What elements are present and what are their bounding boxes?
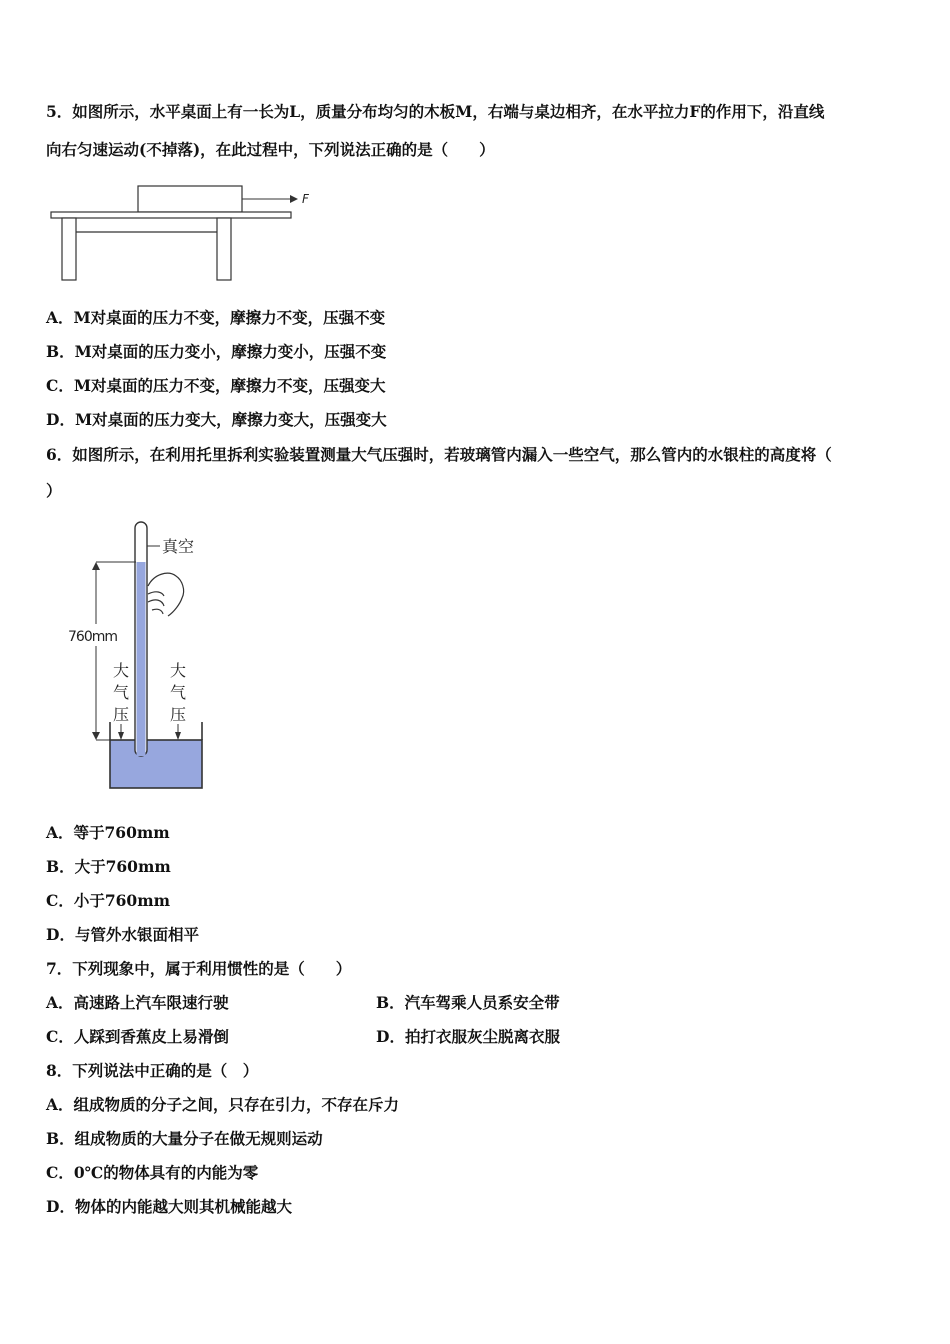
q7-option-c: C．人踩到香蕉皮上易滑倒: [46, 1027, 229, 1046]
q5-option-a: A．M对桌面的压力不变，摩擦力不变，压强不变: [46, 308, 386, 327]
q5-stem-line1: 5．如图所示，水平桌面上有一长为L，质量分布均匀的木板M，右端与桌边相齐，在水平拉力F的作用下，沿直线: [46, 102, 825, 121]
pressure-right-char-2: 气: [170, 683, 187, 702]
q6-option-d: D．与管外水银面相平: [46, 925, 199, 944]
q6-stem-line1: 6．如图所示，在利用托里拆利实验装置测量大气压强时，若玻璃管内漏入一些空气，那么管内的水银柱的高度将（: [46, 445, 832, 464]
mercury-column: [137, 562, 146, 756]
vacuum-label: 真空: [162, 537, 195, 556]
q6-stem-line2: ）: [46, 481, 62, 500]
q7-option-d: D．拍打衣服灰尘脱离衣服: [376, 1027, 560, 1046]
q6-option-b: B．大于760mm: [46, 857, 171, 876]
q5-stem-line2: 向右匀速运动(不掉落)，在此过程中，下列说法正确的是（ ）: [46, 140, 495, 159]
pressure-left-char-3: 压: [113, 705, 130, 724]
q8-option-c: C．0℃的物体具有的内能为零: [46, 1163, 259, 1182]
pressure-left-char-1: 大: [113, 661, 130, 680]
wooden-board: [138, 186, 242, 212]
q6-option-c: C．小于760mm: [46, 891, 170, 910]
q5-option-d: D．M对桌面的压力变大，摩擦力变大，压强变大: [46, 410, 387, 429]
q5-option-c: C．M对桌面的压力不变，摩擦力不变，压强变大: [46, 376, 386, 395]
q5-figure-table: [46, 182, 326, 282]
force-label: F: [302, 192, 309, 206]
q7-option-b: B．汽车驾乘人员系安全带: [376, 993, 560, 1012]
q8-option-b: B．组成物质的大量分子在做无规则运动: [46, 1129, 323, 1148]
q8-stem: 8．下列说法中正确的是（ ）: [46, 1061, 259, 1080]
table-top: [51, 212, 291, 218]
table-leg-left: [62, 218, 76, 280]
pressure-left-char-2: 气: [113, 683, 130, 702]
hand-icon: [148, 573, 184, 616]
q6-figure-torricelli: [64, 516, 244, 796]
pressure-right-char-3: 压: [170, 705, 187, 724]
q8-option-a: A．组成物质的分子之间，只存在引力，不存在斥力: [46, 1095, 400, 1114]
table-leg-right: [217, 218, 231, 280]
q7-option-a: A．高速路上汽车限速行驶: [46, 993, 229, 1012]
pressure-right-char-1: 大: [170, 661, 187, 680]
q7-stem: 7．下列现象中，属于利用惯性的是（ ）: [46, 959, 352, 978]
q5-option-b: B．M对桌面的压力变小，摩擦力变小，压强不变: [46, 342, 387, 361]
q6-option-a: A．等于760mm: [46, 823, 170, 842]
mercury-basin: [110, 740, 202, 788]
height-label: 760mm: [68, 629, 117, 645]
q8-option-d: D．物体的内能越大则其机械能越大: [46, 1197, 292, 1216]
